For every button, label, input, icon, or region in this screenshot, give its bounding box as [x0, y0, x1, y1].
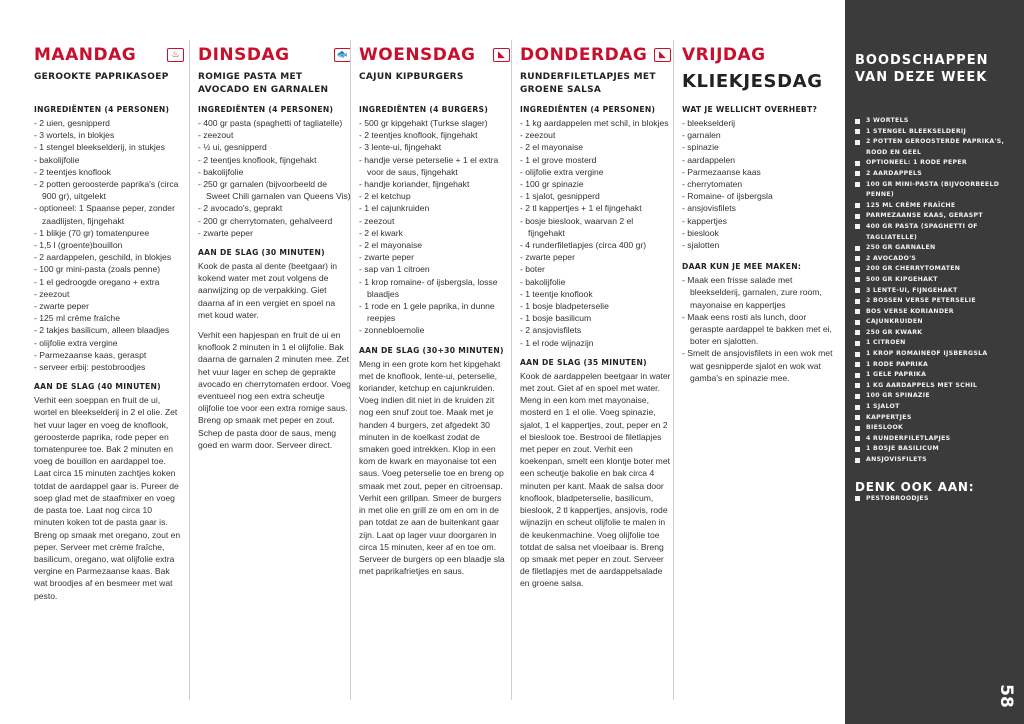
list-item: - olijfolie extra vergine: [34, 337, 184, 349]
list-item: - 500 gr kipgehakt (Turkse slager): [359, 117, 510, 129]
list-item: - 1,5 l (groente)bouillon: [34, 239, 184, 251]
list-item: - 125 ml crème fraîche: [34, 312, 184, 324]
list-item: 1 SJALOT: [855, 402, 1014, 413]
list-item: - bakolijfolie: [34, 154, 184, 166]
ingredients-list: [359, 117, 510, 337]
list-item: 4 RUNDERFILETLAPJES: [855, 434, 1014, 445]
column-vrijdag: [673, 40, 833, 700]
list-item: KAPPERTJES: [855, 413, 1014, 424]
list-item: - Smelt de ansjovisfilets in een wok met wat gesnipperde sjalot en wok wat gamba's en spinazie mee.: [682, 347, 833, 384]
list-item: - 3 wortels, in blokjes: [34, 129, 184, 141]
column-woensdag: [350, 40, 510, 700]
meat-icon: ◣: [654, 48, 671, 62]
list-item: - 1 bosje bladpeterselie: [520, 300, 671, 312]
list-item: - Romaine- of ijsbergsla: [682, 190, 833, 202]
list-item: - 2 el ketchup: [359, 190, 510, 202]
list-item: - 1 blikje (70 gr) tomatenpuree: [34, 227, 184, 239]
list-item: - 1 el rode wijnazijn: [520, 337, 671, 349]
ideas-list: [682, 274, 833, 384]
list-item: BIESLOOK: [855, 423, 1014, 434]
list-item: - zwarte peper: [34, 300, 184, 312]
list-item: BOS VERSE KORIANDER: [855, 307, 1014, 318]
recipe-title: CAJUN KIPBURGERS: [359, 72, 464, 82]
list-item: 100 GR SPINAZIE: [855, 391, 1014, 402]
list-item: - 2 takjes basilicum, alleen blaadjes: [34, 324, 184, 336]
method-title: AAN DE SLAG (30 MINUTEN): [198, 248, 325, 258]
list-item: 125 ML CRÈME FRAÎCHE: [855, 201, 1014, 212]
list-item: - zwarte peper: [198, 227, 351, 239]
list-item: 2 AARDAPPELS: [855, 169, 1014, 180]
day-name: VRIJDAG: [682, 45, 766, 65]
list-item: 1 KROP ROMAINEOF IJSBERGSLA: [855, 349, 1014, 360]
list-item: 400 GR PASTA (SPAGHETTI OF TAGLIATELLE): [855, 222, 1014, 243]
list-item: - zonnebloemolie: [359, 324, 510, 336]
list-item: - ½ ui, gesnipperd: [198, 141, 351, 153]
list-item: - serveer erbij: pestobroodjes: [34, 361, 184, 373]
list-item: 3 LENTE-UI, FIJNGEHAKT: [855, 286, 1014, 297]
list-item: - 200 gr cherrytomaten, gehalveerd: [198, 215, 351, 227]
method-text: [520, 370, 671, 590]
denk-ook-aan-list: [855, 494, 1014, 505]
list-item: - bakolijfolie: [520, 276, 671, 288]
list-item: - zeezout: [198, 129, 351, 141]
list-item: - 2 el mayonaise: [359, 239, 510, 251]
list-item: - 1 el grove mosterd: [520, 154, 671, 166]
day-name: DONDERDAG: [520, 45, 648, 65]
ingredients-title: INGREDIËNTEN (4 PERSONEN): [198, 105, 334, 114]
list-item: - 1 kg aardappelen met schil, in blokjes: [520, 117, 671, 129]
method-paragraph: Verhit een soeppan en fruit de ui, wortel en bleekselderij in 2 el olie. Zet het vuur lager en voeg de knoflook, geroosterde paprika, rode peper en tomatenpuree toe. Bak 2 minuten en voeg de bouillon en aardappel toe. Laat circa 15 minuten zachtjes koken totdat de aardappel gaar is. Pureer de soep glad met de staafmixer en voeg de pasta toe. Laat nog circa 10 minuten koken tot de pasta gaar is. Breng op smaak met oregano, zout en peper. Serveer met crème fraîche, basilicum, oregano, wat olijfolie extra vergine en Parmezaanse kaas. Bak wat broodjes af en besmeer met wat pesto.: [34, 395, 181, 601]
list-item: CAJUNKRUIDEN: [855, 317, 1014, 328]
list-item: - 1 krop romaine- of ijsbergsla, losse blaadjes: [359, 276, 510, 300]
list-item: - aardappelen: [682, 154, 833, 166]
day-name: DINSDAG: [198, 45, 290, 65]
list-item: - 2 teentjes knoflook: [34, 166, 184, 178]
method-paragraph: Kook de pasta al dente (beetgaar) in kokend water met zout volgens de aanwijzing op de verpakking. Giet daarna af in een vergiet en spoel na met koud water.: [198, 261, 338, 320]
list-item: - Maak eens rosti als lunch, door geraspte aardappel te bakken met ei, boter en sjalotten.: [682, 311, 833, 348]
list-item: - garnalen: [682, 129, 833, 141]
list-item: - 1 el cajunkruiden: [359, 202, 510, 214]
method-paragraph: Meng in een grote kom het kipgehakt met de knoflook, lente-ui, peterselie, koriander, ketchup en cajunkruiden. Voeg indien dit niet in de kruiden zit nog een snuf zout toe. Maak met je handen 4 burgers, zet afgedekt 30 minuten in de koelkast zodat de smaken goed intrekken. Klop in een kom de kwark en mayonaise tot een saus. Voeg peterselie toe en breng op smaak met zout, peper en citroensap. Verhit een grillpan. Smeer de burgers in met olie en grill ze om en om in de pan totdat ze aan de buitenkant gaar zijn. Laat op lager vuur doorgaren in circa 15 minuten, keer af en toe om. Serveer de burgers op een blaadje sla met paprikafrietjes en saus.: [359, 358, 505, 577]
denk-ook-aan-title: DENK OOK AAN:: [855, 479, 975, 494]
list-item: - 2 ansjovisfilets: [520, 324, 671, 336]
ingredients-list: [34, 117, 184, 373]
list-item: 1 BOSJE BASILICUM: [855, 444, 1014, 455]
pepper-icon: ♨: [167, 48, 184, 62]
list-item: - bleekselderij: [682, 117, 833, 129]
method-title: AAN DE SLAG (35 MINUTEN): [520, 357, 647, 367]
list-item: - optioneel: 1 Spaanse peper, zonder zaadlijsten, fijngehakt: [34, 202, 184, 226]
method-text: [34, 394, 184, 601]
list-item: - 1 sjalot, gesnipperd: [520, 190, 671, 202]
list-item: - cherrytomaten: [682, 178, 833, 190]
shopping-title: BOODSCHAPPEN VAN DEZE WEEK: [855, 53, 989, 85]
list-item: PESTOBROODJES: [855, 494, 1014, 505]
ideas-title: DAAR KUN JE MEE MAKEN:: [682, 262, 802, 272]
list-item: 1 RODE PAPRIKA: [855, 360, 1014, 371]
method-text: [359, 358, 510, 578]
list-item: 1 GELE PAPRIKA: [855, 370, 1014, 381]
list-item: - olijfolie extra vergine: [520, 166, 671, 178]
list-item: - 2 tl kappertjes + 1 el fijngehakt: [520, 202, 671, 214]
list-item: - bieslook: [682, 227, 833, 239]
column-donderdag: [511, 40, 671, 700]
ingredients-title: INGREDIËNTEN (4 BURGERS): [359, 105, 489, 114]
method-title: AAN DE SLAG (30+30 MINUTEN): [359, 345, 504, 355]
recipe-title: GEROOKTE PAPRIKASOEP: [34, 72, 169, 82]
list-item: - Parmezaanse kaas, geraspt: [34, 349, 184, 361]
ingredients-list: [520, 117, 671, 349]
list-item: - 1 rode en 1 gele paprika, in dunne reepjes: [359, 300, 510, 324]
day-header: [682, 40, 833, 70]
day-header: [198, 40, 351, 70]
list-item: 100 GR MINI-PASTA (BIJVOORBEELD PENNE): [855, 180, 1014, 201]
leftovers-title: WAT JE WELLICHT OVERHEBT?: [682, 105, 818, 114]
day-header: [359, 40, 510, 70]
list-item: - 1 bosje basilicum: [520, 312, 671, 324]
column-dinsdag: [189, 40, 351, 700]
method-paragraph: Kook de aardappelen beetgaar in water met zout. Giet af en spoel met water. Meng in een kom met mayonaise, mosterd en 1 el olie. Voeg spinazie, sjalot, 1 el kappertjes, zout, peper en 2 el bieslook toe. Bestrooi de filetlapjes met peper en zout. Verhit een koekenpan, smelt een klontje boter met een scheutje bakolie en bak circa 4 minuten per kant. Maak de salsa door knoflook, bladpeterselie, basilicum, bieslook, 2 tl kappertjes, ansjovis, rode wijnazijn en scheut olijfolie te malen in de keukenmachine. Voeg olijfolie toe totdat de salsa net vloeibaar is. Breng op smaak met peper en zout. Serveer de filetlapjes met de aardappelsalade en groene salsa.: [520, 370, 671, 589]
ingredients-title: INGREDIËNTEN (4 PERSONEN): [34, 105, 170, 114]
list-item: - zwarte peper: [359, 251, 510, 263]
list-item: - Maak een frisse salade met bleekselderij, garnalen, zure room, mayonaise en kappertjes: [682, 274, 833, 311]
list-item: - zeezout: [34, 288, 184, 300]
list-item: - 1 teentje knoflook: [520, 288, 671, 300]
ingredients-list: [198, 117, 351, 239]
list-item: - 3 lente-ui, fijngehakt: [359, 141, 510, 153]
list-item: 250 GR KWARK: [855, 328, 1014, 339]
list-item: - 1 stengel bleekselderij, in stukjes: [34, 141, 184, 153]
list-item: - bosje bieslook, waarvan 2 el fijngehakt: [520, 215, 671, 239]
list-item: - spinazie: [682, 141, 833, 153]
method-text: [198, 260, 351, 451]
day-name: MAANDAG: [34, 45, 137, 65]
recipe-title: RUNDERFILETLAPJES MET GROENE SALSA: [520, 72, 656, 95]
list-item: - 2 aardappelen, geschild, in blokjes: [34, 251, 184, 263]
chicken-icon: ◣: [493, 48, 510, 62]
list-item: - zwarte peper: [520, 251, 671, 263]
list-item: - 1 el gedroogde oregano + extra: [34, 276, 184, 288]
list-item: OPTIONEEL: 1 RODE PEPER: [855, 158, 1014, 169]
list-item: 2 POTTEN GEROOSTERDE PAPRIKA'S, ROOD EN GEEL: [855, 137, 1014, 158]
day-header: [34, 40, 184, 70]
recipe-title: KLIEKJESDAG: [682, 71, 823, 92]
list-item: - 400 gr pasta (spaghetti of tagliatelle): [198, 117, 351, 129]
list-item: PARMEZAANSE KAAS, GERASPT: [855, 211, 1014, 222]
list-item: - boter: [520, 263, 671, 275]
list-item: 2 BOSSEN VERSE PETERSELIE: [855, 296, 1014, 307]
list-item: 1 CITROEN: [855, 338, 1014, 349]
fish-icon: 🐟: [334, 48, 351, 62]
list-item: 1 STENGEL BLEEKSELDERIJ: [855, 127, 1014, 138]
list-item: 500 GR KIPGEHAKT: [855, 275, 1014, 286]
list-item: - 2 uien, gesnipperd: [34, 117, 184, 129]
list-item: - handje koriander, fijngehakt: [359, 178, 510, 190]
list-item: 3 WORTELS: [855, 116, 1014, 127]
list-item: 200 GR CHERRYTOMATEN: [855, 264, 1014, 275]
list-item: - handje verse peterselie + 1 el extra voor de saus, fijngehakt: [359, 154, 510, 178]
day-name: WOENSDAG: [359, 45, 476, 65]
list-item: - zeezout: [520, 129, 671, 141]
list-item: - sjalotten: [682, 239, 833, 251]
recipe-title: ROMIGE PASTA MET AVOCADO EN GARNALEN: [198, 72, 329, 95]
list-item: - 4 runderfiletlapjes (circa 400 gr): [520, 239, 671, 251]
list-item: 250 GR GARNALEN: [855, 243, 1014, 254]
list-item: - 2 teentjes knoflook, fijngehakt: [359, 129, 510, 141]
list-item: - 100 gr mini-pasta (zoals penne): [34, 263, 184, 275]
shopping-sidebar: [845, 0, 1024, 724]
day-header: [520, 40, 671, 70]
method-paragraph: Verhit een hapjespan en fruit de ui en knoflook 2 minuten in 1 el olijfolie. Bak daarna de garnalen 2 minuten mee. Zet het vuur lager en schep de geprakte avocado en cherrytomaten erdoor. Voeg eventueel nog een extra scheutje olijfolie toe voor een extra romige saus. Breng op smaak met peper en zout. Schep de pasta door de saus, meng goed en warm door. Serveer direct.: [198, 330, 351, 450]
list-item: - 2 teentjes knoflook, fijngehakt: [198, 154, 351, 166]
list-item: - bakolijfolie: [198, 166, 351, 178]
ingredients-title: INGREDIËNTEN (4 PERSONEN): [520, 105, 656, 114]
list-item: 2 AVOCADO'S: [855, 254, 1014, 265]
list-item: - 250 gr garnalen (bijvoorbeeld de Sweet Chili garnalen van Queens Vis): [198, 178, 351, 202]
page-number: 58: [996, 684, 1017, 708]
list-item: - 2 el kwark: [359, 227, 510, 239]
list-item: - 2 avocado's, geprakt: [198, 202, 351, 214]
list-item: - ansjovisfilets: [682, 202, 833, 214]
shopping-list: [855, 116, 1014, 466]
list-item: - kappertjes: [682, 215, 833, 227]
list-item: 1 KG AARDAPPELS MET SCHIL: [855, 381, 1014, 392]
list-item: - 2 el mayonaise: [520, 141, 671, 153]
leftovers-list: [682, 117, 833, 251]
list-item: - 2 potten geroosterde paprika's (circa 900 gr), uitgelekt: [34, 178, 184, 202]
list-item: - sap van 1 citroen: [359, 263, 510, 275]
method-title: AAN DE SLAG (40 MINUTEN): [34, 382, 161, 392]
list-item: - 100 gr spinazie: [520, 178, 671, 190]
list-item: ANSJOVISFILETS: [855, 455, 1014, 466]
column-maandag: [34, 40, 184, 700]
list-item: - Parmezaanse kaas: [682, 166, 833, 178]
list-item: - zeezout: [359, 215, 510, 227]
